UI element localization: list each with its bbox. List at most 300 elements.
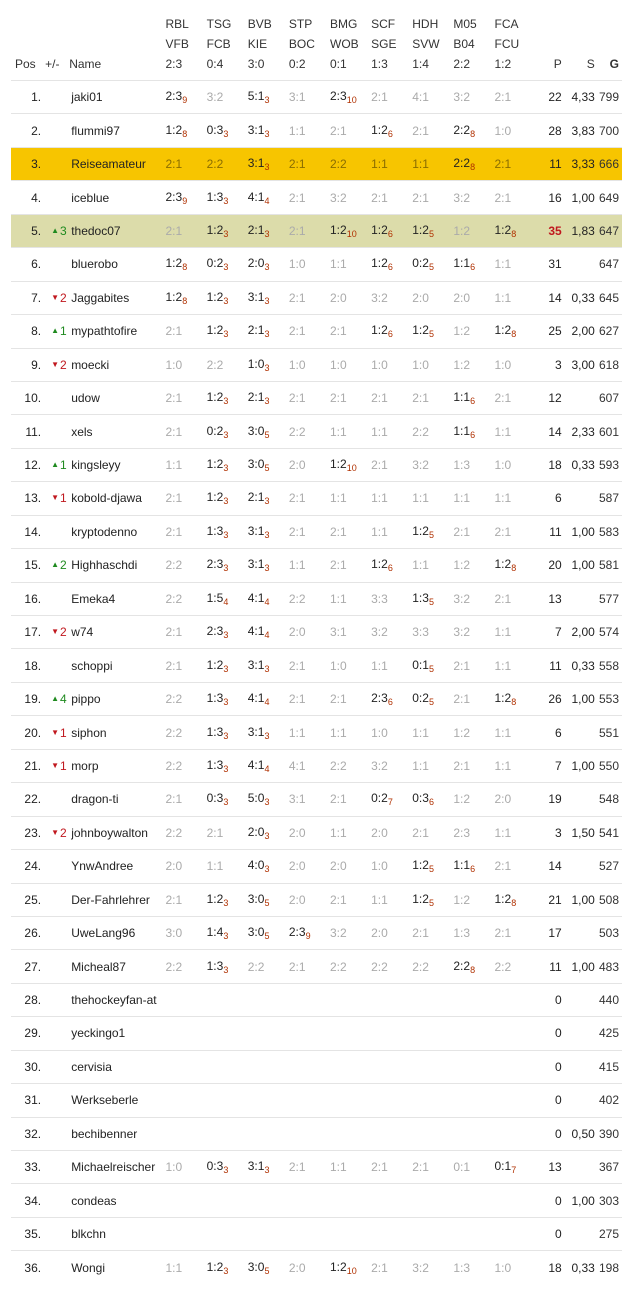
tip-cell: $4:1_4$ — [248, 181, 289, 214]
tip-cell: 3:2 — [371, 616, 412, 649]
rank-change — [45, 415, 69, 448]
rank-change — [45, 181, 69, 214]
player-name[interactable]: kingsleyy — [69, 448, 165, 481]
tip-points: 3 — [264, 563, 270, 574]
total-g: 593 — [595, 448, 622, 481]
tip-cell: $1:1_6$ — [453, 850, 494, 883]
tip-cell: 2:1 — [330, 381, 371, 414]
player-name[interactable]: xels — [69, 415, 165, 448]
player-name[interactable]: Reiseamateur — [69, 147, 165, 180]
player-name[interactable]: siphon — [69, 716, 165, 749]
header-match-4[interactable] — [289, 14, 330, 81]
total-g: 649 — [595, 181, 622, 214]
table-row[interactable] — [11, 415, 622, 448]
tip-cell: 1:2 — [453, 315, 494, 348]
total-g: 574 — [595, 616, 622, 649]
tip-points: 8 — [182, 262, 188, 273]
rank: 24. — [11, 850, 45, 883]
tip-cell: 2:1 — [166, 783, 207, 816]
tip-cell: 2:1 — [166, 515, 207, 548]
tip-cell: 2:2 — [207, 348, 248, 381]
table-row[interactable] — [11, 582, 622, 615]
tip-cell: 1:1 — [330, 248, 371, 281]
rank-change — [45, 582, 69, 615]
player-name[interactable]: dragon-ti — [69, 783, 165, 816]
rank: 13. — [11, 482, 45, 515]
tip-points: 3 — [264, 496, 270, 507]
tip-cell: $1:1_6$ — [453, 415, 494, 448]
header-match-5[interactable] — [330, 14, 371, 81]
tip-cell: $2:1_3$ — [248, 315, 289, 348]
tip-points: 3 — [223, 663, 229, 674]
tip-points: 5 — [428, 329, 434, 340]
tip-cell: 2:0 — [330, 850, 371, 883]
match-away: WOB — [330, 37, 359, 51]
player-name[interactable]: Wongi — [69, 1251, 165, 1284]
header-match-1[interactable] — [166, 14, 207, 81]
rank: 12. — [11, 448, 45, 481]
total-g: 550 — [595, 749, 622, 782]
tip-cell: 2:1 — [412, 381, 453, 414]
table-row[interactable] — [11, 1117, 622, 1150]
tip-points: 3 — [223, 262, 229, 273]
tip-cell: 2:1 — [371, 1251, 412, 1284]
tip-cell: $1:3_3$ — [207, 716, 248, 749]
total-g: 627 — [595, 315, 622, 348]
tip-cell — [371, 1217, 412, 1250]
rank-change — [45, 1117, 69, 1150]
tip-cell: 1:2 — [453, 214, 494, 247]
header-g[interactable]: G — [609, 57, 619, 71]
tip-cell: $1:5_4$ — [207, 582, 248, 615]
rank: 28. — [11, 983, 45, 1016]
player-name[interactable]: moecki — [69, 348, 165, 381]
tip-cell: 2:2 — [166, 950, 207, 983]
total-g: 607 — [595, 381, 622, 414]
tip-cell: $1:2_8$ — [495, 214, 536, 247]
total-g: 645 — [595, 281, 622, 314]
rank: 21. — [11, 749, 45, 782]
score-s — [562, 916, 595, 949]
tip-cell: 1:3 — [453, 916, 494, 949]
rank: 6. — [11, 248, 45, 281]
header-match-9[interactable] — [495, 14, 536, 81]
tip-cell: $3:0_5$ — [248, 916, 289, 949]
tip-cell: 1:0 — [371, 850, 412, 883]
score-s — [562, 482, 595, 515]
tip-cell: $3:1_3$ — [248, 649, 289, 682]
rank-change — [45, 1184, 69, 1217]
rank-change-value: 1 — [60, 725, 67, 740]
tip-cell: 1:1 — [330, 582, 371, 615]
total-g: 548 — [595, 783, 622, 816]
tip-cell: 3:2 — [371, 281, 412, 314]
tip-cell — [453, 1117, 494, 1150]
tip-points: 3 — [223, 897, 229, 908]
points: 0 — [536, 1084, 562, 1117]
tip-cell: 2:1 — [166, 147, 207, 180]
tip-cell: $4:0_3$ — [248, 850, 289, 883]
rank-change — [45, 281, 69, 314]
triangle-up-icon: ▲ — [51, 326, 60, 336]
table-row[interactable] — [11, 448, 622, 481]
tip-cell: 1:1 — [495, 816, 536, 849]
player-name[interactable]: schoppi — [69, 649, 165, 682]
tip-points: 4 — [264, 697, 270, 708]
tip-cell: 2:1 — [495, 147, 536, 180]
table-row[interactable] — [11, 81, 622, 114]
match-home: BVB — [247, 17, 272, 31]
tip-cell — [166, 983, 207, 1016]
table-row[interactable] — [11, 749, 622, 782]
tip-cell: 2:1 — [330, 783, 371, 816]
rank-change — [45, 950, 69, 983]
total-g: 799 — [595, 81, 622, 114]
tip-cell: $1:2_6$ — [371, 315, 412, 348]
tip-cell: 2:1 — [166, 381, 207, 414]
tip-cell: 2:1 — [495, 81, 536, 114]
table-row[interactable] — [11, 850, 622, 883]
tip-points: 8 — [511, 563, 517, 574]
table-row[interactable] — [11, 248, 622, 281]
tip-cell — [248, 1117, 289, 1150]
tip-points: 3 — [223, 697, 229, 708]
player-name[interactable]: johnboywalton — [69, 816, 165, 849]
tip-cell — [495, 1050, 536, 1083]
score-s: 1,00 — [562, 749, 595, 782]
tip-cell: 3:1 — [330, 616, 371, 649]
points: 25 — [536, 315, 562, 348]
player-name[interactable]: Michaelreischer — [69, 1151, 165, 1184]
tip-cell — [495, 1217, 536, 1250]
tip-cell: 2:1 — [330, 315, 371, 348]
tip-cell: 1:2 — [453, 783, 494, 816]
tip-cell: $1:2_6$ — [371, 214, 412, 247]
match-result: 1:3 — [371, 57, 388, 71]
tip-cell: 2:1 — [166, 649, 207, 682]
tip-cell: 1:1 — [412, 549, 453, 582]
tip-cell: $4:1_4$ — [248, 582, 289, 615]
score-s — [562, 850, 595, 883]
table-row[interactable] — [11, 147, 622, 180]
tip-cell: $1:3_3$ — [207, 515, 248, 548]
rank: 2. — [11, 114, 45, 147]
tip-cell: 1:1 — [289, 716, 330, 749]
tip-cell: $1:2_8$ — [166, 248, 207, 281]
tip-cell: 2:1 — [412, 114, 453, 147]
tip-cell: 3:3 — [412, 616, 453, 649]
player-name[interactable]: Der-Fahrlehrer — [69, 883, 165, 916]
tip-points: 3 — [264, 329, 270, 340]
header-match-2[interactable] — [207, 14, 248, 81]
table-row[interactable] — [11, 649, 622, 682]
tip-cell — [207, 1084, 248, 1117]
rank-change — [45, 816, 69, 849]
table-row[interactable] — [11, 1184, 622, 1217]
player-name[interactable]: kobold-djawa — [69, 482, 165, 515]
tip-cell: 2:2 — [166, 716, 207, 749]
triangle-up-icon: ▲ — [51, 694, 60, 704]
table-row[interactable] — [11, 682, 622, 715]
tip-points: 6 — [470, 864, 476, 875]
match-home: TSG — [206, 17, 232, 31]
tip-cell: 2:1 — [495, 582, 536, 615]
tip-cell: 2:2 — [330, 950, 371, 983]
tip-cell: 2:1 — [289, 281, 330, 314]
table-row[interactable] — [11, 1050, 622, 1083]
score-s — [562, 783, 595, 816]
tip-cell: 2:1 — [453, 682, 494, 715]
tip-cell: 3:2 — [207, 81, 248, 114]
score-s: 0,33 — [562, 281, 595, 314]
score-s: 4,33 — [562, 81, 595, 114]
table-row[interactable] — [11, 1017, 622, 1050]
tip-points: 3 — [264, 295, 270, 306]
tip-cell: 3:2 — [453, 181, 494, 214]
table-row[interactable] — [11, 181, 622, 214]
tip-points: 7 — [387, 797, 393, 808]
rank-change — [45, 983, 69, 1016]
tip-cell: 2:0 — [453, 281, 494, 314]
tip-cell: 3:2 — [453, 582, 494, 615]
tip-cell: 1:1 — [495, 248, 536, 281]
header-match-7[interactable] — [412, 14, 453, 81]
points: 13 — [536, 1151, 562, 1184]
tip-cell: 2:2 — [248, 950, 289, 983]
points: 11 — [536, 950, 562, 983]
table-row[interactable] — [11, 515, 622, 548]
score-s — [562, 1151, 595, 1184]
player-name[interactable]: bluerobo — [69, 248, 165, 281]
total-g: 647 — [595, 248, 622, 281]
tip-cell: 2:1 — [330, 549, 371, 582]
points: 13 — [536, 582, 562, 615]
tip-cell — [289, 983, 330, 1016]
player-name[interactable]: Highhaschdi — [69, 549, 165, 582]
tip-cell: 4:1 — [412, 81, 453, 114]
table-row[interactable] — [11, 482, 622, 515]
tip-cell: 3:2 — [453, 616, 494, 649]
tip-points: 3 — [223, 763, 229, 774]
player-name[interactable]: cervisia — [69, 1050, 165, 1083]
table-row[interactable] — [11, 348, 622, 381]
tip-cell: 1:1 — [412, 147, 453, 180]
table-row[interactable] — [11, 783, 622, 816]
tip-points: 5 — [428, 262, 434, 273]
tip-cell: 2:0 — [289, 1251, 330, 1284]
tip-cell: 2:1 — [495, 850, 536, 883]
player-name[interactable]: condeas — [69, 1184, 165, 1217]
table-row[interactable] — [11, 1251, 622, 1284]
table-row[interactable] — [11, 381, 622, 414]
score-s: 3,83 — [562, 114, 595, 147]
tip-cell — [330, 1050, 371, 1083]
table-row[interactable] — [11, 916, 622, 949]
points: 18 — [536, 1251, 562, 1284]
rank-change — [45, 81, 69, 114]
standings-body — [11, 81, 622, 1285]
tip-points: 3 — [264, 128, 270, 139]
table-row[interactable] — [11, 616, 622, 649]
player-name[interactable]: Micheal87 — [69, 950, 165, 983]
table-row[interactable] — [11, 983, 622, 1016]
tip-cell: 1:1 — [371, 415, 412, 448]
header-match-6[interactable] — [371, 14, 412, 81]
rank-change-value: 4 — [60, 692, 67, 707]
tip-cell: $1:2_{10}$ — [330, 214, 371, 247]
player-name[interactable]: thehockeyfan-at — [69, 983, 165, 1016]
tip-cell — [412, 1017, 453, 1050]
match-away: VFB — [165, 37, 189, 51]
tip-cell: $1:2_8$ — [166, 114, 207, 147]
tip-points: 3 — [264, 362, 270, 373]
points: 11 — [536, 649, 562, 682]
tip-cell: $1:2_8$ — [495, 549, 536, 582]
tip-cell: 2:2 — [371, 950, 412, 983]
tip-cell: 1:2 — [453, 883, 494, 916]
tip-points: 10 — [346, 463, 357, 474]
tip-points: 8 — [470, 964, 476, 975]
table-row[interactable] — [11, 549, 622, 582]
player-name[interactable]: pippo — [69, 682, 165, 715]
rank-change — [45, 515, 69, 548]
rank: 29. — [11, 1017, 45, 1050]
points: 0 — [536, 1117, 562, 1150]
tip-cell: $3:1_3$ — [248, 716, 289, 749]
tip-cell: 1:1 — [166, 448, 207, 481]
table-row[interactable] — [11, 1151, 622, 1184]
tip-cell: $2:3_3$ — [207, 549, 248, 582]
score-s — [562, 381, 595, 414]
tip-cell: 3:0 — [166, 916, 207, 949]
rank: 5. — [11, 214, 45, 247]
header-s[interactable]: S — [586, 57, 595, 71]
player-name[interactable]: YnwAndree — [69, 850, 165, 883]
rank-change-value: 1 — [60, 491, 67, 506]
header-points[interactable]: P — [553, 57, 562, 71]
rank: 17. — [11, 616, 45, 649]
player-name[interactable]: yeckingo1 — [69, 1017, 165, 1050]
player-name[interactable]: UweLang96 — [69, 916, 165, 949]
player-name[interactable]: kryptodenno — [69, 515, 165, 548]
tip-cell: 2:0 — [412, 281, 453, 314]
triangle-down-icon: ▼ — [51, 493, 60, 503]
player-name[interactable]: jaki01 — [69, 81, 165, 114]
player-name[interactable]: mypathtofire — [69, 315, 165, 348]
points: 0 — [536, 1217, 562, 1250]
tip-cell: 4:1 — [289, 749, 330, 782]
header-match-3[interactable] — [248, 14, 289, 81]
table-row[interactable] — [11, 214, 622, 247]
tip-cell — [289, 1084, 330, 1117]
tip-cell: $2:2_8$ — [453, 147, 494, 180]
tip-cell: 2:2 — [166, 749, 207, 782]
points: 20 — [536, 549, 562, 582]
tip-cell: 1:1 — [412, 716, 453, 749]
header-pos[interactable]: Pos — [15, 57, 36, 71]
tip-cell — [453, 1017, 494, 1050]
player-name[interactable]: Werkseberle — [69, 1084, 165, 1117]
player-name[interactable]: thedoc07 — [69, 214, 165, 247]
tip-points: 6 — [470, 429, 476, 440]
points: 0 — [536, 1184, 562, 1217]
points: 6 — [536, 716, 562, 749]
score-s: 2,00 — [562, 315, 595, 348]
tip-points: 6 — [470, 396, 476, 407]
total-g: 367 — [595, 1151, 622, 1184]
tip-cell: $4:1_4$ — [248, 749, 289, 782]
points: 19 — [536, 783, 562, 816]
total-g: 303 — [595, 1184, 622, 1217]
player-name[interactable]: flummi97 — [69, 114, 165, 147]
tip-points: 3 — [264, 1165, 270, 1176]
table-row[interactable] — [11, 816, 622, 849]
tip-cell: 2:1 — [289, 682, 330, 715]
table-row[interactable] — [11, 716, 622, 749]
tip-cell — [371, 1017, 412, 1050]
header-match-8[interactable] — [453, 14, 494, 81]
tip-cell — [412, 1050, 453, 1083]
table-row[interactable] — [11, 883, 622, 916]
tip-cell: $1:1_6$ — [453, 381, 494, 414]
tip-cell: $3:1_3$ — [248, 114, 289, 147]
player-name[interactable]: w74 — [69, 616, 165, 649]
player-name[interactable]: morp — [69, 749, 165, 782]
player-name[interactable]: Emeka4 — [69, 582, 165, 615]
total-g: 415 — [595, 1050, 622, 1083]
table-row[interactable] — [11, 1084, 622, 1117]
tip-points: 3 — [223, 1165, 229, 1176]
tip-cell: 3:1 — [289, 81, 330, 114]
points: 7 — [536, 749, 562, 782]
rank: 23. — [11, 816, 45, 849]
tip-cell: $2:1_3$ — [248, 381, 289, 414]
player-name[interactable]: blkchn — [69, 1217, 165, 1250]
table-row[interactable] — [11, 950, 622, 983]
tip-cell: $1:2_3$ — [207, 214, 248, 247]
tip-cell: 1:1 — [207, 850, 248, 883]
total-g: 601 — [595, 415, 622, 448]
rank-change — [45, 348, 69, 381]
tip-cell — [289, 1184, 330, 1217]
table-row[interactable] — [11, 114, 622, 147]
tip-cell — [166, 1217, 207, 1250]
tip-points: 5 — [264, 429, 270, 440]
tip-cell: 1:1 — [330, 1151, 371, 1184]
tip-cell: $5:1_3$ — [248, 81, 289, 114]
tip-cell — [412, 1117, 453, 1150]
tip-cell: 1:0 — [412, 348, 453, 381]
table-row[interactable] — [11, 1217, 622, 1250]
header-name[interactable]: Name — [69, 57, 102, 71]
triangle-down-icon: ▼ — [51, 727, 60, 737]
tip-cell — [495, 1184, 536, 1217]
player-name[interactable]: bechibenner — [69, 1117, 165, 1150]
rank-change — [45, 248, 69, 281]
tip-points: 10 — [346, 1265, 357, 1276]
rank-change — [45, 850, 69, 883]
player-name[interactable]: udow — [69, 381, 165, 414]
table-row[interactable] — [11, 315, 622, 348]
tip-cell — [248, 1184, 289, 1217]
tip-points: 3 — [223, 463, 229, 474]
rank: 20. — [11, 716, 45, 749]
player-name[interactable]: Jaggabites — [69, 281, 165, 314]
table-row[interactable] — [11, 281, 622, 314]
player-name[interactable]: iceblue — [69, 181, 165, 214]
tip-cell: 3:2 — [412, 448, 453, 481]
tip-points: 3 — [264, 228, 270, 239]
